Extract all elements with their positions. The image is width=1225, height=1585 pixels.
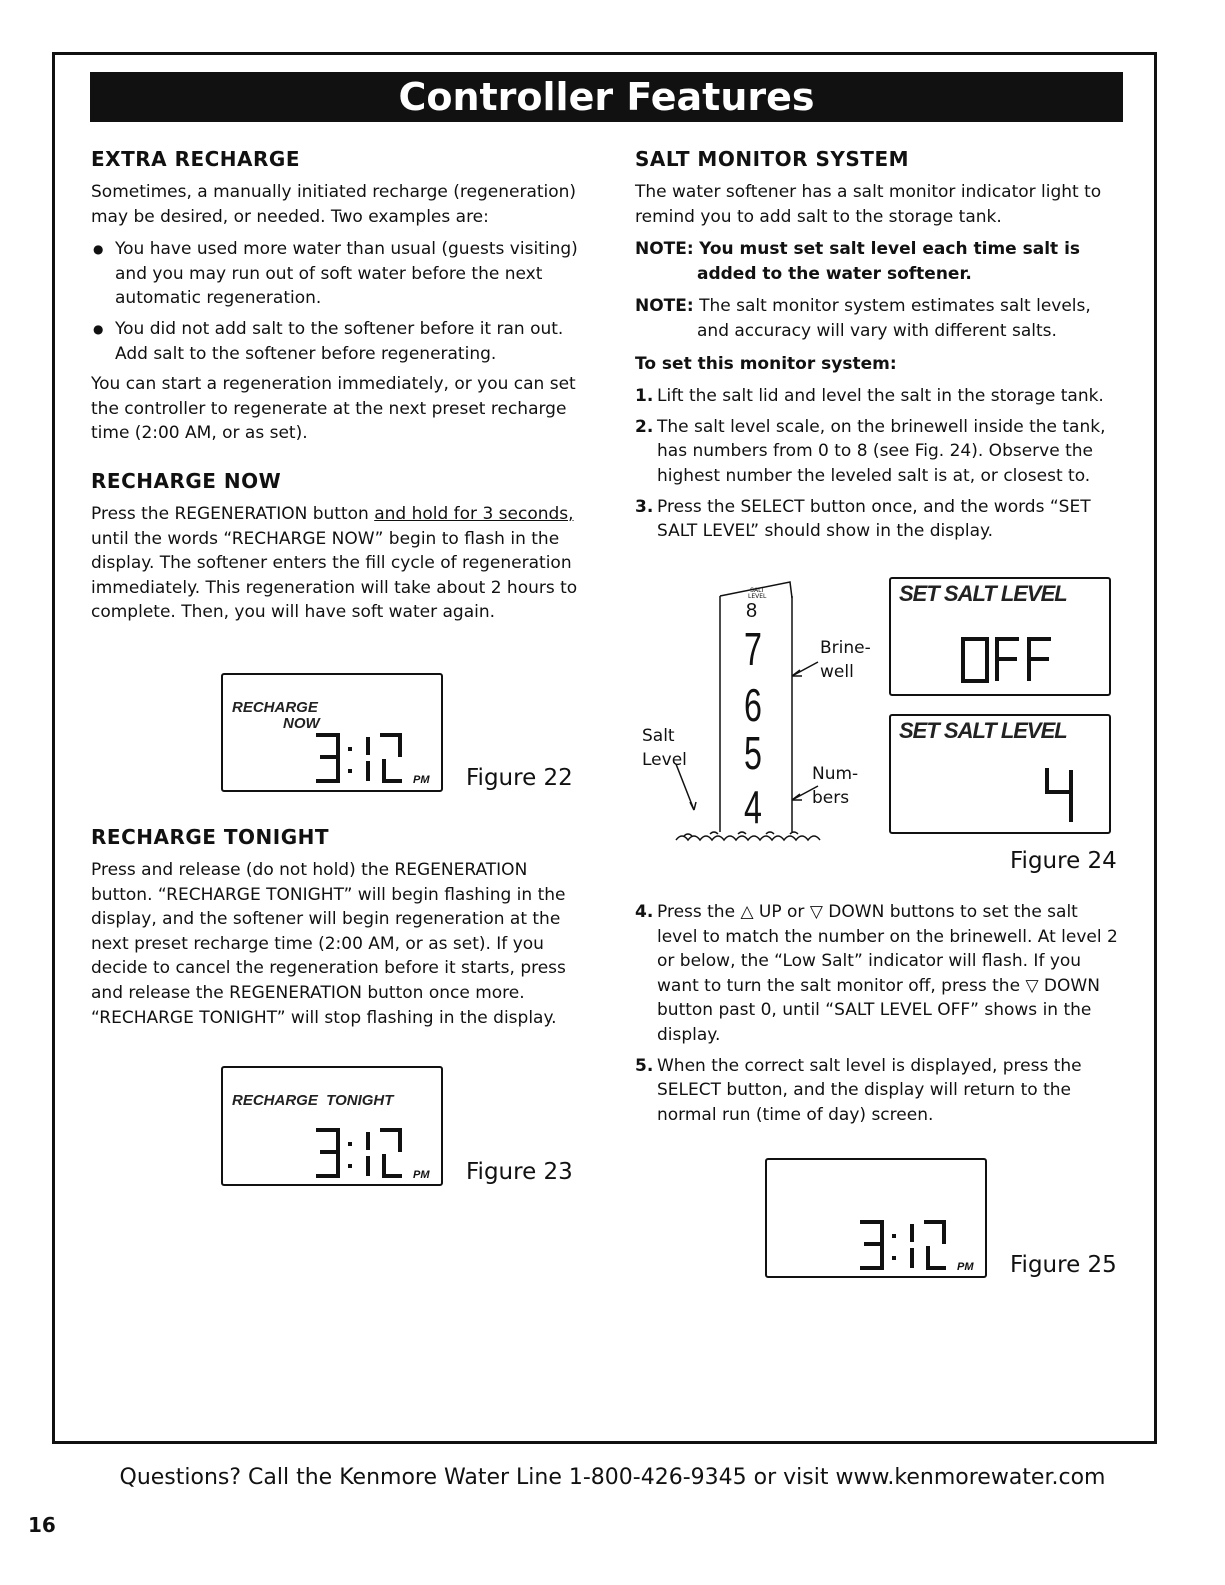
scale-number-8: 8: [746, 600, 758, 622]
steps-list: [635, 384, 1123, 544]
scale-label: SALT LEVEL: [748, 587, 767, 600]
level-digit: [1041, 764, 1081, 828]
display-label: SET SALT LEVEL: [899, 581, 1067, 606]
salt-monitor-intro: The water softener has a salt monitor indicator light to remind you to add salt to the storage tank.: [635, 182, 1102, 227]
right-column: [635, 146, 1123, 550]
right-column-lower: [635, 900, 1123, 1133]
extra-recharge-intro: Sometimes, a manually initiated recharge (regeneration) may be desired, or needed. Two examples are:: [91, 182, 577, 227]
list-item: 5. When the correct salt level is displayed, press the SELECT button, and the display will return to the normal run (time of day) screen.: [635, 1055, 1082, 1125]
salt-level-label: Salt Level: [642, 726, 687, 770]
list-item: 1. Lift the salt lid and level the salt in the storage tank.: [635, 386, 1104, 407]
brinewell-illustration: [640, 578, 880, 848]
display-label: SET SALT LEVEL: [899, 718, 1067, 743]
brinewell-label: Brine- well: [820, 638, 871, 682]
scale-number-4: 4: [744, 781, 762, 833]
extra-recharge-outro: You can start a regeneration immediately, or you can set the controller to regenerate at the next preset recharge time (2:00 AM, or as set).: [91, 374, 576, 444]
pm-indicator: PM: [413, 1169, 430, 1181]
display-label: RECHARGE TONIGHT: [232, 1092, 394, 1109]
display-label: NOW: [283, 715, 320, 732]
list-item: 4. Press the △ UP or ▽ DOWN buttons to set the salt level to match the number on the brinewell. At level 2 or below, the “Low Salt” indicator will flash. If you want to turn the salt monitor off, press the ▽ DOWN button past 0, until “SALT LEVEL OFF” shows in the display.: [635, 902, 1118, 1045]
display-label: RECHARGE: [232, 699, 318, 716]
salt-level-4-display: [889, 714, 1111, 834]
left-column: [91, 146, 581, 633]
list-item: ● You did not add salt to the softener before it ran out. Add salt to the softener before regenerating.: [91, 317, 581, 366]
extra-recharge-heading: EXTRA RECHARGE: [91, 147, 301, 171]
figure-22-caption: Figure 22: [466, 765, 573, 791]
time-digits: [308, 729, 408, 789]
salt-monitor-heading: SALT MONITOR SYSTEM: [635, 147, 910, 171]
set-monitor-heading: To set this monitor system:: [635, 353, 897, 374]
page-number: 16: [28, 1513, 56, 1537]
off-digits: [957, 635, 1057, 687]
steps-list-continued: [635, 900, 1123, 1127]
footer-contact: Questions? Call the Kenmore Water Line 1-800-426-9345 or visit www.kenmorewater.com: [119, 1465, 1106, 1490]
salt-level-off-display: [889, 577, 1111, 696]
list-item: 2. The salt level scale, on the brinewell inside the tank, has numbers from 0 to 8 (see Fig. 24). Observe the highest number the leveled salt is at, or closest to.: [635, 416, 1106, 486]
page-title: Controller Features: [90, 72, 1123, 122]
extra-recharge-list: [91, 237, 581, 366]
figure-23-caption: Figure 23: [466, 1159, 573, 1185]
recharge-now-display: [221, 673, 443, 792]
left-column-lower: [91, 824, 581, 1038]
recharge-tonight-heading: RECHARGE TONIGHT: [91, 825, 330, 849]
list-item: 3. Press the SELECT button once, and the words “SET SALT LEVEL” should show in the display.: [635, 496, 1091, 542]
time-digits: [852, 1216, 952, 1276]
pm-indicator: PM: [957, 1261, 974, 1273]
recharge-tonight-text: Press and release (do not hold) the REGENERATION button. “RECHARGE TONIGHT” will begin flashing in the display, and the softener will begin regeneration at the next preset recharge time (2:00 AM, or as set). If you decide to cancel the regeneration before it starts, press and release the REGENERATION button once more. “RECHARGE TONIGHT” will stop flashing in the display.: [91, 860, 566, 1028]
figure-25-caption: Figure 25: [1010, 1252, 1117, 1278]
scale-number-7: 7: [744, 623, 762, 675]
recharge-tonight-display: [221, 1066, 443, 1186]
scale-number-6: 6: [744, 679, 762, 731]
note-accuracy: NOTE: The salt monitor system estimates salt levels, and accuracy will vary with different salts.: [635, 296, 1091, 341]
numbers-label: Num- bers: [812, 764, 859, 808]
recharge-now-heading: RECHARGE NOW: [91, 468, 282, 493]
recharge-now-text: Press the REGENERATION button and hold for 3 seconds, until the words “RECHARGE NOW” begin to flash in the display. The softener enters the fill cycle of regeneration immediately. This regeneration will take about 2 hours to complete. Then, you will have soft water again.: [91, 503, 578, 623]
figure-24-caption: Figure 24: [1010, 848, 1117, 874]
scale-number-5: 5: [744, 727, 762, 779]
pm-indicator: PM: [413, 774, 430, 786]
time-digits: [308, 1124, 408, 1184]
note-salt-level: NOTE: You must set salt level each time salt is added to the water softener.: [635, 239, 1081, 284]
time-of-day-display: [765, 1158, 987, 1278]
list-item: ● You have used more water than usual (guests visiting) and you may run out of soft water before the next automatic regeneration.: [91, 237, 581, 311]
